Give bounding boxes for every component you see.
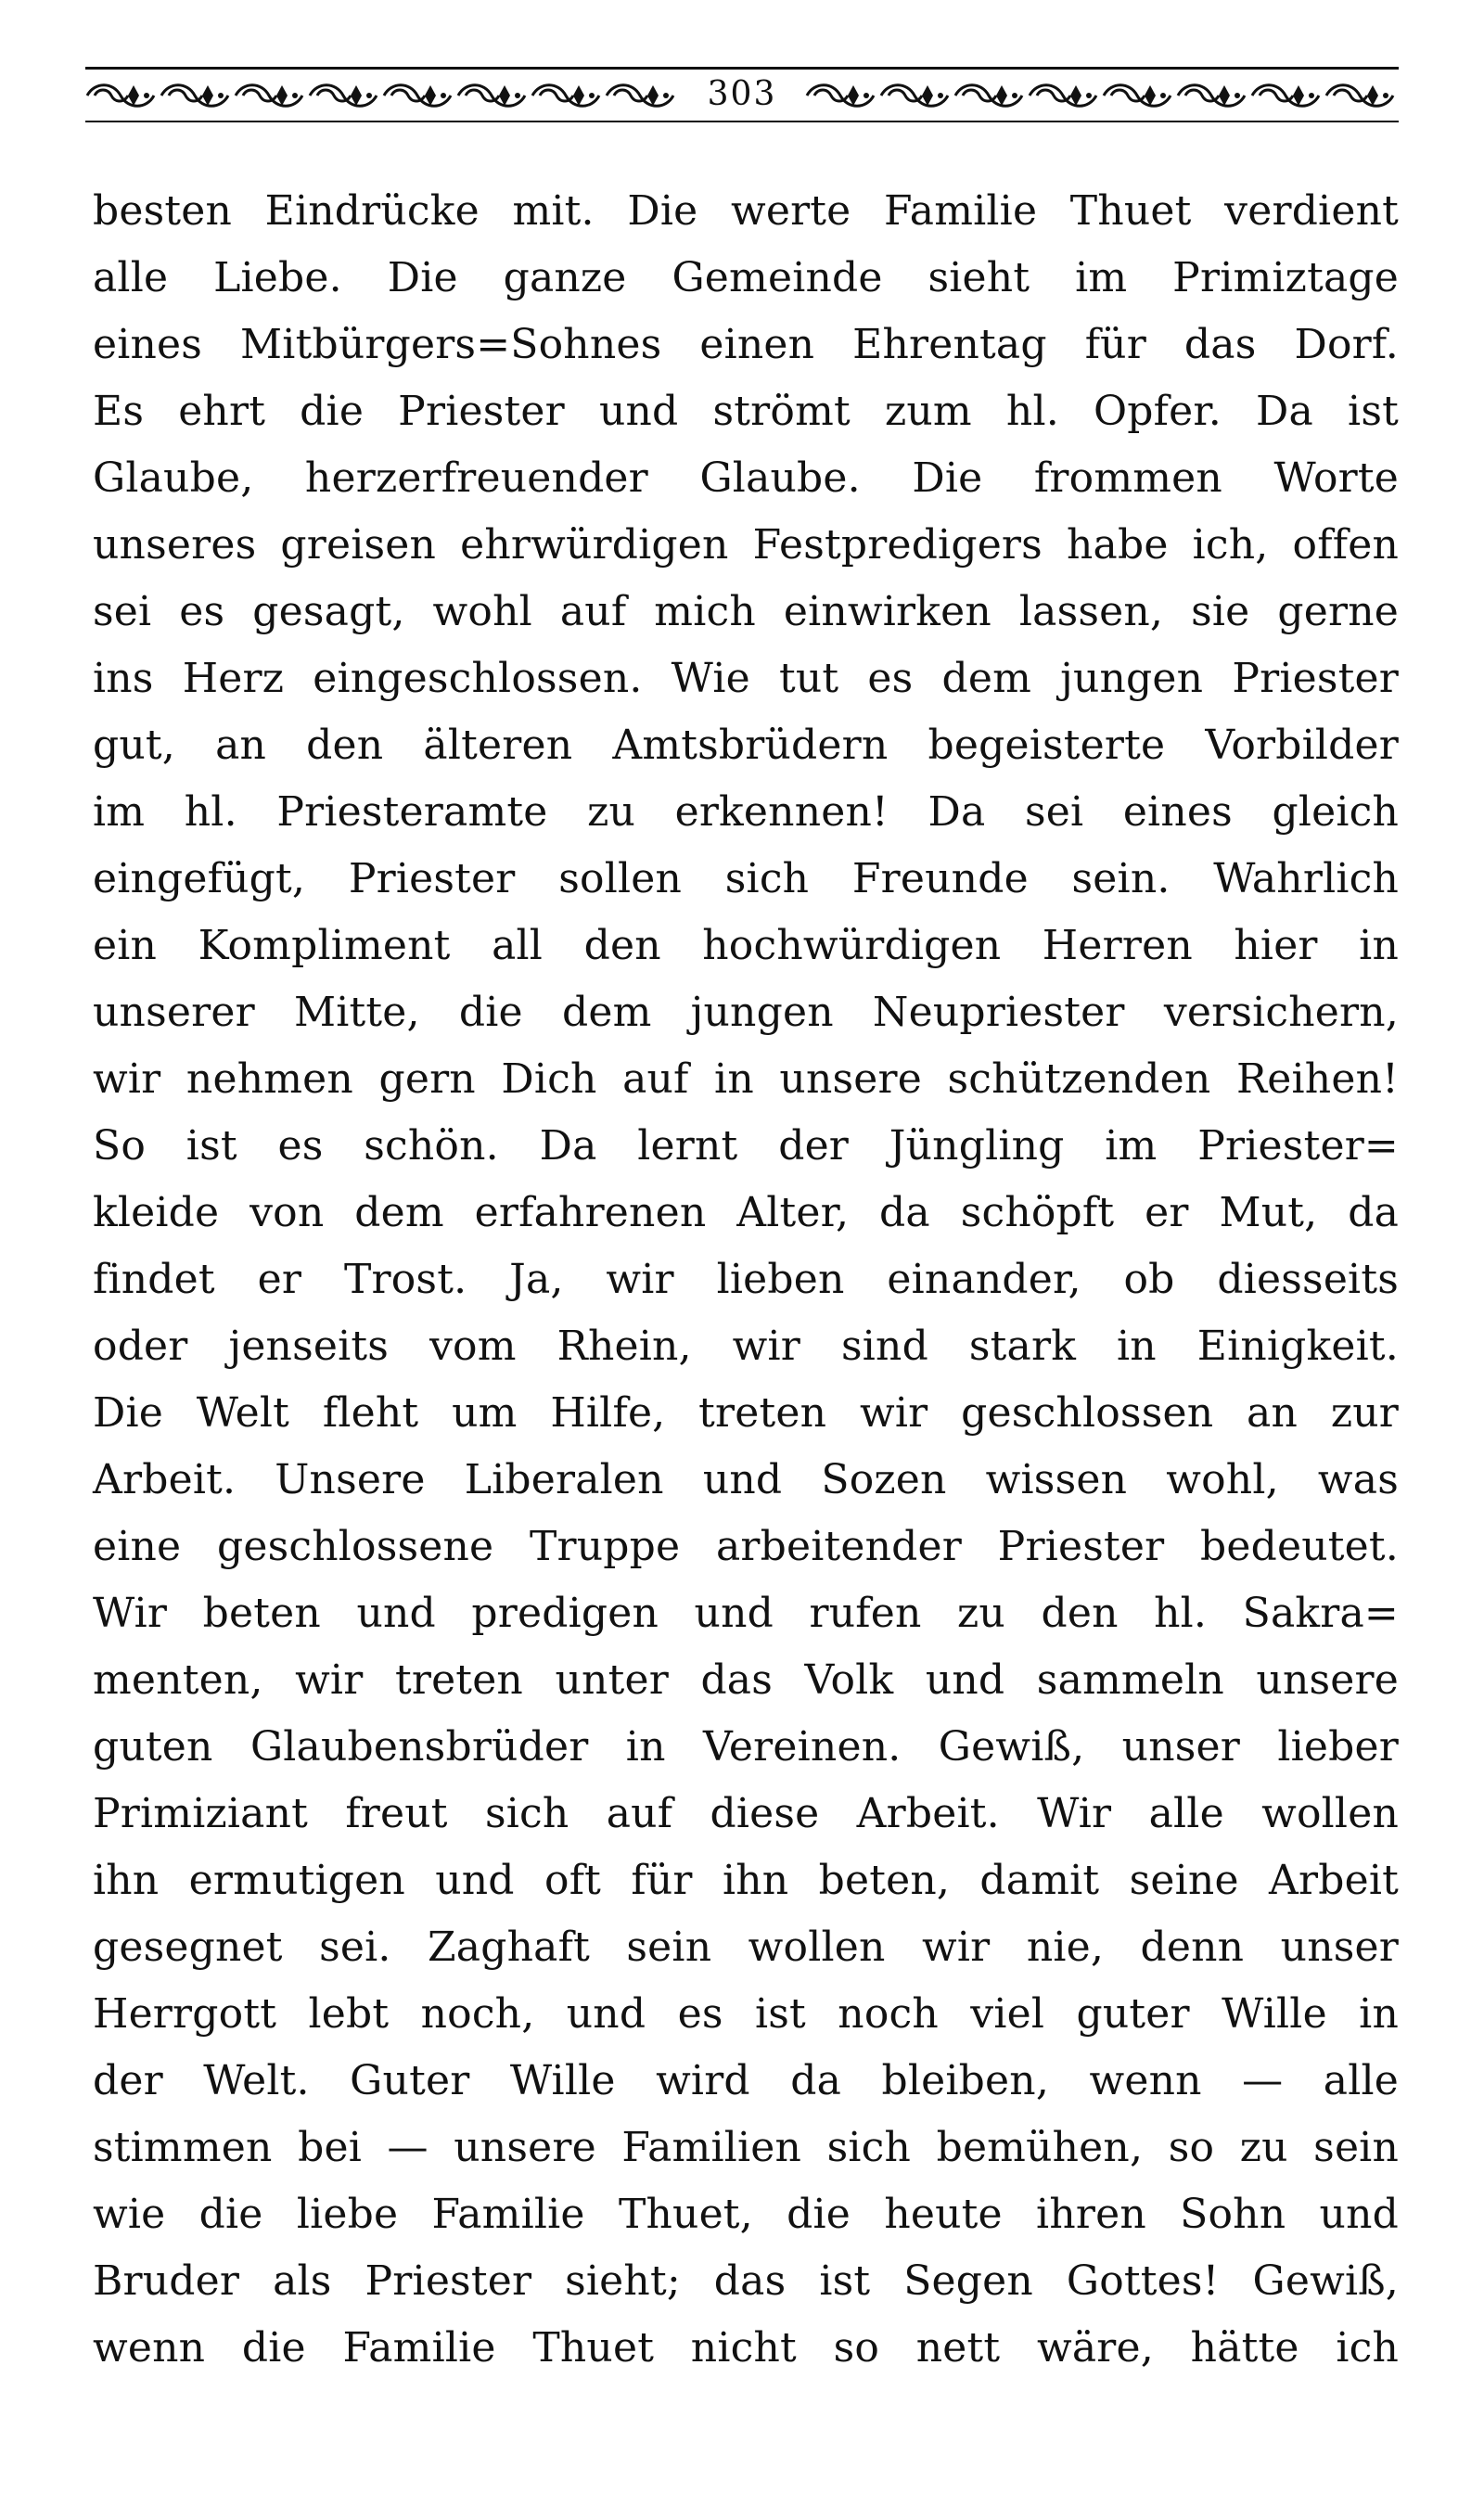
text-line: wir nehmen gern Dich auf in unsere schützenden Reihen! xyxy=(93,1055,1399,1103)
header-top-rule xyxy=(85,67,1399,70)
header-ornament-right-icon xyxy=(805,76,1399,115)
text-line: ein Kompliment all den hochwürdigen Herren hier in xyxy=(93,922,1399,969)
text-line: der Welt. Guter Wille wird da bleiben, wenn — alle xyxy=(93,2057,1399,2104)
text-line: eingefügt, Priester sollen sich Freunde sein. Wahrlich xyxy=(93,855,1399,902)
page-number: 303 xyxy=(707,75,777,113)
text-line: stimmen bei — unsere Familien sich bemühen, so zu sein xyxy=(93,2124,1399,2171)
header-ornament-left-icon xyxy=(85,76,679,115)
text-line: unserer Mitte, die dem jungen Neupriester versichern, xyxy=(93,989,1399,1036)
header-bottom-rule xyxy=(85,121,1399,122)
text-line: im hl. Priesteramte zu erkennen! Da sei eines gleich xyxy=(93,788,1399,836)
text-line: Arbeit. Unsere Liberalen und Sozen wissen wohl, was xyxy=(93,1456,1399,1503)
text-line: oder jenseits vom Rhein, wir sind stark in Einigkeit. xyxy=(93,1323,1399,1370)
text-line: ins Herz eingeschlossen. Wie tut es dem jungen Priester xyxy=(93,655,1399,702)
text-line: gut, an den älteren Amtsbrüdern begeisterte Vorbilder xyxy=(93,722,1399,769)
text-line: menten, wir treten unter das Volk und sammeln unsere xyxy=(93,1656,1399,1704)
text-line: eines Mitbürgers=Sohnes einen Ehrentag für das Dorf. xyxy=(93,321,1399,368)
text-line: Wir beten und predigen und rufen zu den hl. Sakra= xyxy=(93,1590,1399,1637)
text-line: wenn die Familie Thuet nicht so nett wäre, hätte ich xyxy=(93,2324,1399,2372)
text-line: Bruder als Priester sieht; das ist Segen Gottes! Gewiß, xyxy=(93,2257,1399,2305)
text-line: Die Welt fleht um Hilfe, treten wir geschlossen an zur xyxy=(93,1389,1399,1437)
page-header xyxy=(85,63,1399,126)
text-line: Herrgott lebt noch, und es ist noch viel guter Wille in xyxy=(93,1990,1399,2038)
text-line: Primiziant freut sich auf diese Arbeit. Wir alle wollen xyxy=(93,1790,1399,1837)
body-text xyxy=(93,178,1399,2382)
text-line: Glaube, herzerfreuender Glaube. Die frommen Worte xyxy=(93,454,1399,502)
text-line: besten Eindrücke mit. Die werte Familie Thuet verdient xyxy=(93,187,1399,235)
text-line: alle Liebe. Die ganze Gemeinde sieht im Primiztage xyxy=(93,254,1399,301)
text-line: unseres greisen ehrwürdigen Festpredigers habe ich, offen xyxy=(93,521,1399,569)
text-line: findet er Trost. Ja, wir lieben einander, ob diesseits xyxy=(93,1256,1399,1303)
text-line: guten Glaubensbrüder in Vereinen. Gewiß, unser lieber xyxy=(93,1723,1399,1771)
text-line: wie die liebe Familie Thuet, die heute ihren Sohn und xyxy=(93,2191,1399,2238)
text-line: eine geschlossene Truppe arbeitender Priester bedeutet. xyxy=(93,1523,1399,1570)
text-line: Es ehrt die Priester und strömt zum hl. Opfer. Da ist xyxy=(93,388,1399,435)
text-line: gesegnet sei. Zaghaft sein wollen wir nie, denn unser xyxy=(93,1924,1399,1971)
text-line: So ist es schön. Da lernt der Jüngling im Priester= xyxy=(93,1122,1399,1170)
text-line: sei es gesagt, wohl auf mich einwirken lassen, sie gerne xyxy=(93,588,1399,635)
text-line: ihn ermutigen und oft für ihn beten, damit seine Arbeit xyxy=(93,1857,1399,1904)
text-line: kleide von dem erfahrenen Alter, da schöpft er Mut, da xyxy=(93,1189,1399,1236)
